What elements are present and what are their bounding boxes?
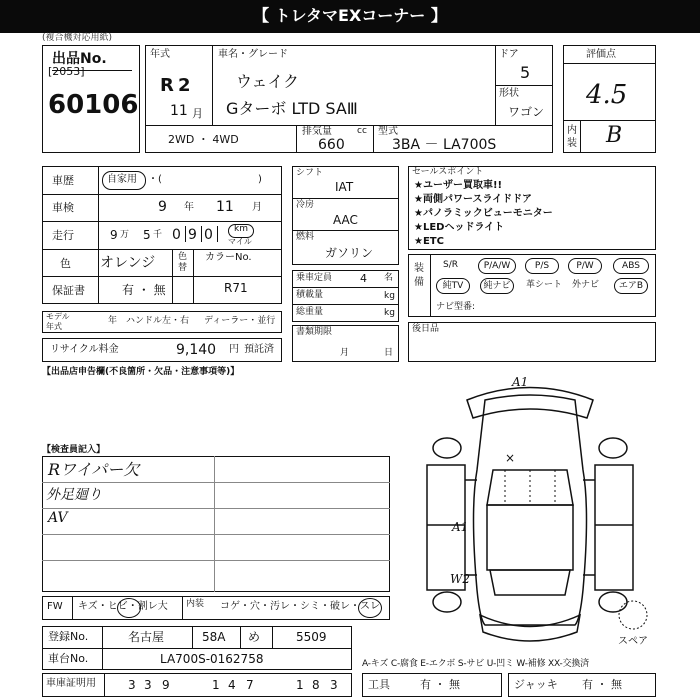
color-code-label: カラーNo. — [205, 252, 252, 263]
page-title: 【 トレタマEXコーナー 】 — [253, 6, 447, 25]
lot-number: 60106 — [48, 90, 139, 120]
lot-code: [2053] — [48, 65, 85, 78]
front-left-wheel — [433, 438, 461, 458]
inspector-header: 【検査員記入】 — [42, 445, 106, 455]
drive-value: 2WD ・ 4WD — [168, 133, 239, 146]
equipment-label: 装備 — [414, 263, 424, 288]
chassis-label: 車台No. — [48, 652, 89, 665]
history-close: ) — [258, 174, 262, 185]
fw-label: FW — [47, 601, 63, 612]
year-month: 11 — [170, 103, 188, 119]
load-unit: kg — [384, 291, 395, 301]
fw-interior-value: コゲ・穴・汚レ・シミ・破レ・スレ — [220, 601, 380, 612]
cert-digit-6: 7 — [246, 678, 254, 692]
cert-digit-8: 8 — [312, 678, 320, 692]
lot-label: 出品No. — [52, 51, 107, 67]
registration-place: 名古屋 — [128, 630, 165, 644]
doors-value: 5 — [520, 63, 531, 82]
car-grade: Gターボ LTD SAⅢ — [226, 99, 358, 118]
mileage-sen-unit: 千 — [153, 230, 163, 240]
mileage-label: 走行 — [52, 229, 74, 242]
cert-digit-4: 1 — [212, 678, 220, 692]
registration-label: 登録No. — [48, 630, 89, 643]
sales-point-2: ★両側パワースライドドア — [414, 194, 532, 205]
damage-x: × — [505, 451, 516, 465]
jack-value: 有 ・ 無 — [582, 678, 622, 691]
inspector-note-2: 外足廻り — [46, 487, 102, 503]
aircon-value: AAC — [333, 213, 358, 227]
capacity-unit: 名 — [384, 273, 394, 283]
cert-digit-2: 3 — [144, 678, 152, 692]
model-value: 3BA － LA700S — [392, 137, 497, 153]
equip-leather: 革シート — [526, 280, 563, 290]
warranty-value: 有 ・ 無 — [122, 283, 166, 297]
registration-number: 5509 — [296, 630, 327, 644]
car-label: 車名・グレード — [218, 49, 288, 60]
mileage-unit-mile: マイル — [228, 237, 252, 246]
history-label: 車歴 — [52, 174, 74, 187]
gross-label: 総重量 — [296, 307, 324, 317]
inspection-month: 11 — [216, 199, 234, 215]
gross-unit: kg — [384, 308, 395, 318]
fuel-label: 燃料 — [296, 232, 315, 242]
inspection-month-unit: 月 — [252, 202, 262, 213]
sales-points-label: セールスポイント — [412, 167, 484, 177]
jack-label: ジャッキ — [514, 678, 558, 691]
equip-abs: ABS — [613, 258, 649, 274]
fw-interior-circle — [358, 598, 382, 618]
mileage-digit-3: 0 — [204, 227, 213, 243]
equip-navi: 純ナビ — [480, 278, 514, 294]
interior-label: 内装 — [567, 125, 577, 149]
warranty-label: 保証書 — [52, 284, 85, 297]
sales-point-3: ★パノラミックビューモニター — [414, 208, 553, 219]
year-value: 2 — [178, 75, 191, 96]
displacement-value: 660 — [318, 137, 345, 153]
inspection-label: 車検 — [52, 201, 74, 214]
year-era: R — [160, 75, 174, 96]
mileage-man-unit: 万 — [120, 230, 130, 240]
damage-a1-top: A1 — [512, 375, 529, 389]
score-label: 評価点 — [586, 49, 616, 60]
shift-label: シフト — [296, 168, 324, 178]
equip-tv: 純TV — [436, 278, 470, 294]
spare-label: スペア — [618, 636, 648, 647]
recycle-value: 9,140 — [176, 342, 217, 358]
registration-kana: め — [248, 630, 261, 644]
right-door — [595, 465, 633, 590]
mileage-digit-1: 0 — [172, 227, 181, 243]
fuel-value: ガソリン — [325, 246, 374, 260]
sales-point-1: ★ユーザー買取車!! — [414, 180, 503, 191]
equip-sr: S/R — [443, 260, 458, 270]
equip-navi-model: ナビ型番: — [436, 302, 476, 312]
form-subtitle: (複合機対応用紙) — [42, 33, 113, 43]
chassis-value: LA700S-0162758 — [160, 652, 264, 666]
inspection-year-unit: 年 — [184, 202, 194, 213]
aircon-label: 冷房 — [296, 200, 315, 210]
year-month-unit: 月 — [192, 107, 203, 120]
tools-label: 工具 — [368, 678, 390, 691]
load-label: 積載量 — [296, 290, 324, 300]
color-code-value: R71 — [224, 281, 248, 295]
cert-digit-9: 3 — [330, 678, 338, 692]
color-change-label: 色替 — [178, 252, 188, 273]
car-name: ウェイク — [236, 72, 300, 91]
front-right-wheel — [599, 438, 627, 458]
cert-digit-3: 9 — [162, 678, 170, 692]
cert-digit-5: 4 — [228, 678, 236, 692]
equip-pw: P/W — [568, 258, 602, 274]
docs-month-unit: 月 — [340, 348, 350, 358]
shape-value: ワゴン — [508, 105, 545, 119]
color-value: オレンジ — [100, 255, 156, 271]
registration-class: 58A — [202, 630, 226, 644]
mileage-unit-km: km — [234, 224, 248, 234]
equip-paw: P/A/W — [478, 258, 516, 274]
recycle-label: リサイクル料金 — [50, 344, 119, 355]
rear-right-wheel — [599, 592, 627, 612]
rear-bumper — [480, 615, 580, 641]
displacement-unit: cc — [357, 126, 367, 136]
inspector-note-1: Rワイパー欠 — [48, 460, 140, 479]
damage-a1-side: A1 — [452, 520, 469, 534]
equip-ext-navi: 外ナビ — [572, 280, 600, 290]
history-extra: ・( — [148, 174, 162, 185]
post-reg-box — [408, 322, 656, 362]
front-bumper — [467, 388, 593, 419]
shift-value: IAT — [335, 180, 354, 194]
model-year-unit: 年 — [108, 316, 118, 326]
spare-tire — [619, 601, 647, 629]
dealer-label: ディーラー・並行 — [204, 316, 276, 326]
damage-legend: A-キズ C-腐食 E-エクボ S-サビ U-凹ミ W-補修 XX-交換済 — [362, 659, 589, 669]
handle-label: ハンドル — [126, 316, 163, 326]
history-value: 自家用 — [107, 174, 137, 185]
car-outline — [474, 395, 587, 625]
model-label: 型式 — [378, 126, 398, 137]
notes-header: 【出品店申告欄(不良箇所・欠品・注意事項等)】 — [42, 367, 240, 377]
docs-day-unit: 日 — [384, 348, 394, 358]
mileage-man: 9 — [110, 228, 118, 242]
recycle-note: 預託済 — [244, 344, 274, 355]
cert-digit-1: 3 — [128, 678, 136, 692]
mileage-sen: 5 — [143, 228, 151, 242]
model-year-label: モデル年式 — [46, 312, 70, 331]
sales-point-5: ★ETC — [414, 236, 444, 247]
recycle-unit: 円 — [229, 344, 239, 355]
inspector-note-3: AV — [48, 510, 68, 526]
fw-value: キズ・ヒビ・割レ大 — [78, 601, 168, 612]
certificate-label: 車庫証明用 — [46, 678, 96, 689]
displacement-label: 排気量 — [302, 126, 332, 137]
fw-interior-label: 内装 — [186, 599, 205, 609]
fw-circle — [117, 598, 141, 618]
inspection-year: 9 — [158, 199, 167, 215]
shape-label: 形状 — [499, 88, 519, 99]
year-label: 年式 — [150, 49, 170, 60]
capacity-value: 4 — [360, 272, 367, 285]
capacity-label: 乗車定員 — [296, 273, 333, 283]
interior-value: B — [606, 123, 623, 148]
score-value: 4.5 — [586, 80, 628, 110]
tools-value: 有 ・ 無 — [420, 678, 460, 691]
mileage-digit-2: 9 — [188, 227, 197, 243]
rear-left-wheel — [433, 592, 461, 612]
color-label: 色 — [60, 257, 71, 270]
docs-label: 書類期限 — [296, 327, 333, 337]
roof — [487, 505, 573, 570]
equip-airbag: エアB — [614, 278, 648, 294]
post-reg-label: 後日品 — [412, 324, 440, 334]
rear-window — [490, 570, 570, 595]
equip-ps: P/S — [525, 258, 559, 274]
doors-label: ドア — [499, 49, 519, 60]
handle-value: 左・右 — [162, 316, 190, 326]
sales-point-4: ★LEDヘッドライト — [414, 222, 505, 233]
car-diagram — [405, 370, 655, 660]
cert-digit-7: 1 — [296, 678, 304, 692]
damage-w2: W2 — [450, 572, 470, 586]
